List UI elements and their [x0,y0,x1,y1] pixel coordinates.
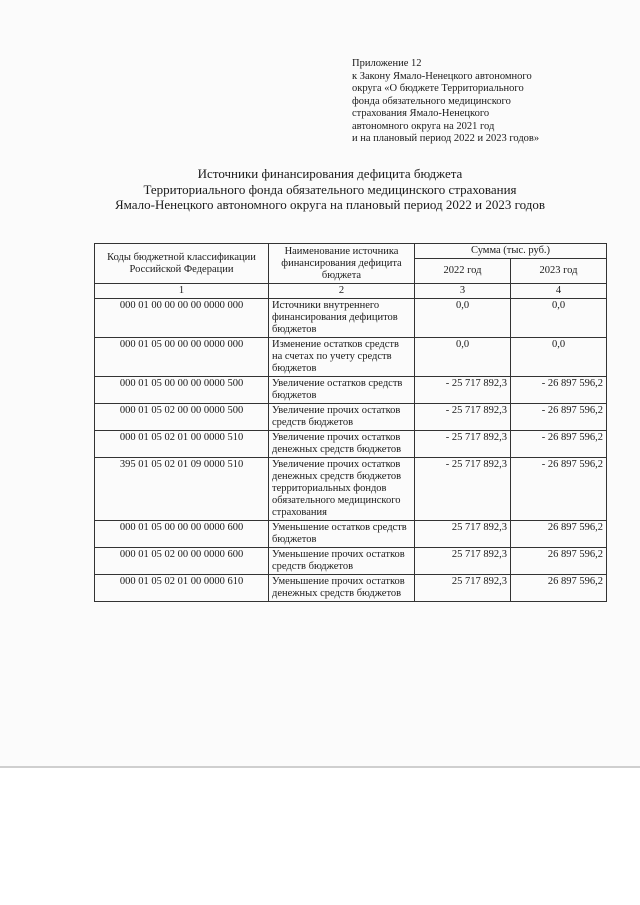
table-row [95,404,607,431]
row-amount-2023: - 26 897 596,2 [511,404,607,431]
row-code: 000 01 05 02 01 00 0000 510 [95,431,269,458]
appendix-line: фонда обязательного медицинского [352,95,511,107]
row-amount-2023: 26 897 596,2 [511,575,607,602]
appendix-line: округа «О бюджете Территориального [352,83,524,94]
appendix-line: и на плановый период 2022 и 2023 годов» [352,133,540,144]
row-code: 000 01 05 00 00 00 0000 600 [95,521,269,548]
row-name: Уменьшение прочих остатков средств бюджетов [269,548,415,575]
row-name: Увеличение прочих остатков средств бюджетов [269,404,415,431]
row-name: Источники внутреннего финансирования дефицитов бюджетов [269,299,415,338]
row-amount-2022: - 25 717 892,3 [415,431,511,458]
row-amount-2023: 0,0 [511,338,607,377]
document-title [60,166,600,213]
appendix-line: Приложение 12 [352,58,422,69]
row-code: 000 01 05 00 00 00 0000 500 [95,377,269,404]
row-amount-2022: 0,0 [415,338,511,377]
table-row [95,548,607,575]
row-amount-2022: - 25 717 892,3 [415,404,511,431]
row-name: Уменьшение остатков средств бюджетов [269,521,415,548]
row-name: Уменьшение прочих остатков денежных средств бюджетов [269,575,415,602]
table-row [95,521,607,548]
row-amount-2023: - 26 897 596,2 [511,431,607,458]
column-index: 3 [415,284,511,299]
table-row [95,458,607,521]
row-name: Увеличение остатков средств бюджетов [269,377,415,404]
table-row [95,299,607,338]
row-name: Увеличение прочих остатков денежных средств бюджетов [269,431,415,458]
row-amount-2023: 0,0 [511,299,607,338]
row-amount-2023: 26 897 596,2 [511,548,607,575]
page-bottom-edge [0,766,640,768]
row-code: 395 01 05 02 01 09 0000 510 [95,458,269,521]
title-line: Территориального фонда обязательного медицинского страхования [143,181,517,197]
header-year-2023: 2023 год [511,259,607,284]
column-index: 4 [511,284,607,299]
table-row [95,377,607,404]
row-amount-2022: 0,0 [415,299,511,338]
header-codes: Коды бюджетной классификации Российской Федерации [95,244,269,284]
column-index-row [95,284,607,299]
row-code: 000 01 00 00 00 00 0000 000 [95,299,269,338]
header-year-2022: 2022 год [415,259,511,284]
appendix-note [352,58,622,146]
row-name: Увеличение прочих остатков денежных средств бюджетов территориальных фондов обязательного медицинского страхования [269,458,415,521]
table-row [95,338,607,377]
row-amount-2022: - 25 717 892,3 [415,377,511,404]
row-amount-2022: - 25 717 892,3 [415,458,511,521]
title-line: Источники финансирования дефицита бюджета [197,166,463,181]
row-code: 000 01 05 02 00 00 0000 600 [95,548,269,575]
row-amount-2023: 26 897 596,2 [511,521,607,548]
column-index: 2 [269,284,415,299]
appendix-line: к Закону Ямало-Ненецкого автономного [352,70,532,82]
appendix-line: страхования Ямало-Ненецкого [352,108,490,119]
header-name: Наименование источника финансирования дефицита бюджета [269,244,415,284]
row-code: 000 01 05 02 00 00 0000 500 [95,404,269,431]
row-amount-2022: 25 717 892,3 [415,548,511,575]
title-line: Ямало-Ненецкого автономного округа на плановый период 2022 и 2023 годов [114,197,545,212]
table-row [95,575,607,602]
row-code: 000 01 05 00 00 00 0000 000 [95,338,269,377]
column-index: 1 [95,284,269,299]
row-amount-2023: - 26 897 596,2 [511,377,607,404]
financing-sources-table [94,243,607,602]
row-code: 000 01 05 02 01 00 0000 610 [95,575,269,602]
row-amount-2022: 25 717 892,3 [415,575,511,602]
row-amount-2022: 25 717 892,3 [415,521,511,548]
appendix-line: автономного округа на 2021 год [352,120,495,132]
row-name: Изменение остатков средств на счетах по учету средств бюджетов [269,338,415,377]
header-sum: Сумма (тыс. руб.) [415,244,607,259]
row-amount-2023: - 26 897 596,2 [511,458,607,521]
table-row [95,431,607,458]
